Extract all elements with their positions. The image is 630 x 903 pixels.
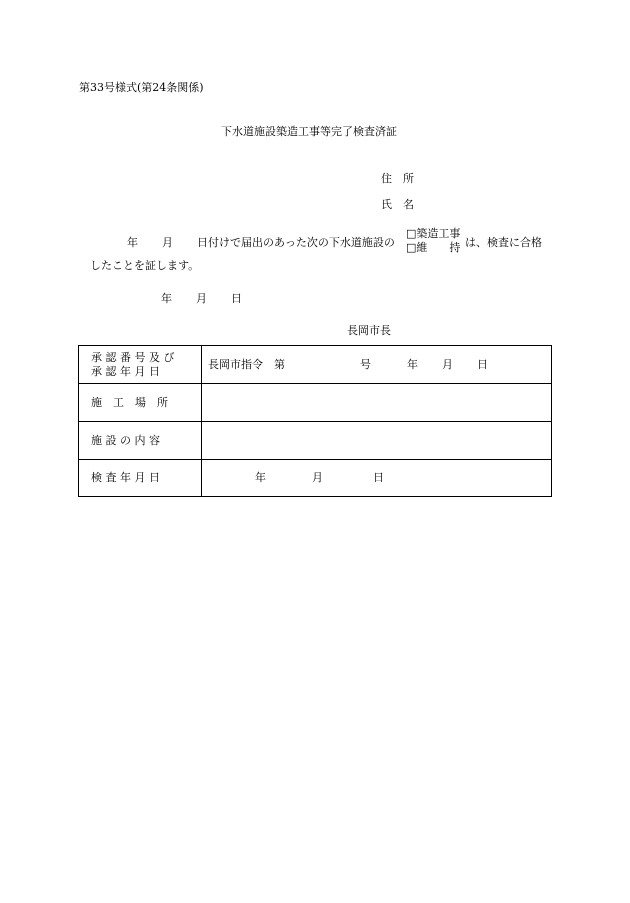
table-row-content [79,422,552,460]
inspection-month: 月 [312,471,323,484]
inspection-day: 日 [373,471,384,484]
inspection-table [78,345,552,497]
content-label-text: 施 設 の 内 容 [91,433,160,447]
option-construction-checkbox[interactable]: □築造工事 [406,227,461,240]
issue-month: 月 [196,292,207,305]
body-line2: したことを証します。 [90,259,200,272]
inspection-year: 年 [255,471,266,484]
approval-year: 年 [407,357,418,371]
approval-label-line1: 承 認 番 号 及 び [91,350,175,364]
inspection-date-value[interactable] [202,460,552,497]
issue-day: 日 [231,292,242,305]
table-row-location [79,384,552,422]
content-value[interactable] [202,422,552,460]
document-title: 下水道施設築造工事等完了検査済証 [221,125,397,138]
body-year: 年 [127,236,138,249]
approval-prefix: 長岡市指令 第 [208,357,285,371]
inspection-date-label-text: 検 査 年 月 日 [91,471,160,484]
approval-label [79,346,202,384]
issue-year: 年 [161,292,172,305]
work-type-options [406,227,460,255]
body-after-options: は、検査に合格 [465,236,542,249]
approval-value[interactable] [202,346,552,384]
location-label [79,384,202,422]
approval-label-line2: 承 認 年 月 日 [91,364,160,378]
approval-day: 日 [477,357,488,371]
form-number: 第33号様式(第24条関係) [79,81,204,94]
issuer: 長岡市長 [347,324,391,337]
inspection-date-label [79,460,202,497]
content-label [79,422,202,460]
name-label: 氏 名 [381,198,414,211]
table-row-inspection-date [79,460,552,497]
option-maintenance-checkbox[interactable]: □維 持 [406,241,461,254]
body-month: 月 [162,236,173,249]
table-row-approval [79,346,552,384]
body-main-text: 日付けで届出のあった次の下水道施設の [197,236,395,249]
approval-month: 月 [442,357,453,371]
location-label-text: 施 工 場 所 [91,395,168,409]
address-label: 住 所 [381,172,414,185]
approval-number-suffix: 号 [360,357,371,371]
location-value[interactable] [202,384,552,422]
